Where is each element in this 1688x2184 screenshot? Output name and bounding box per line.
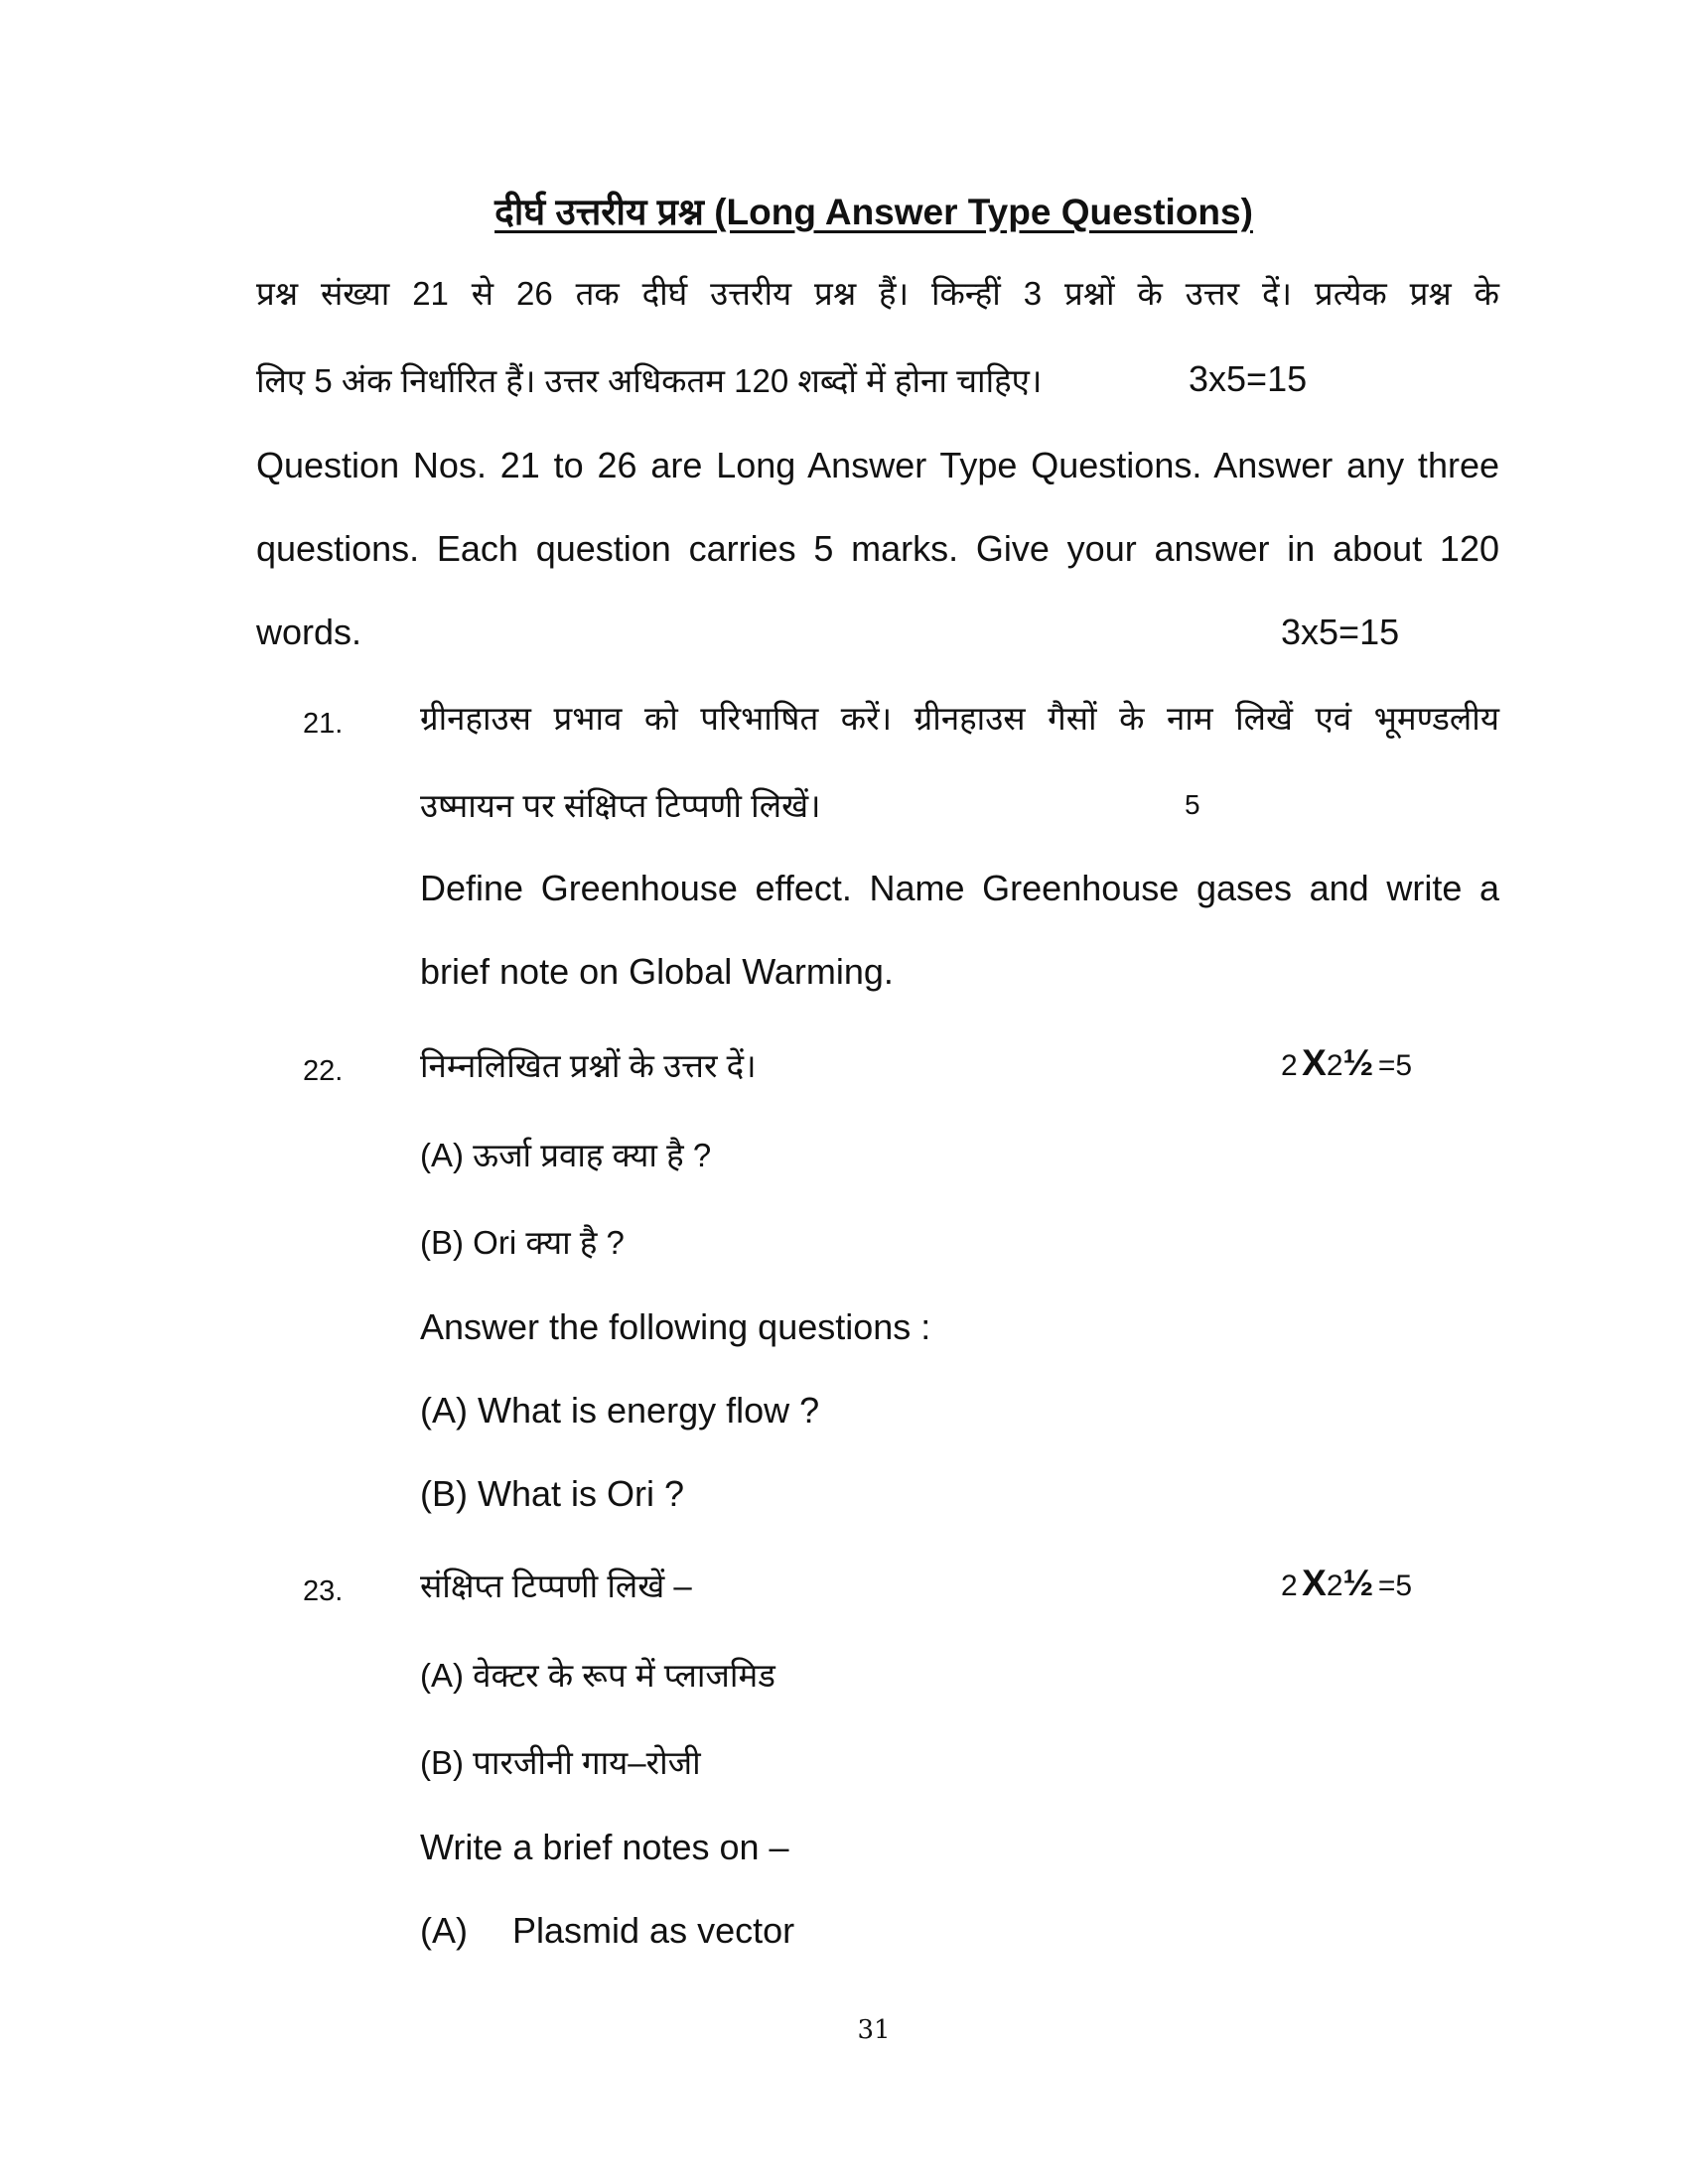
question-23-hindi-b: (B) पारजीनी गाय–रोजी [420,1744,701,1781]
question-23-english-prompt: Write a brief notes on – [420,1827,789,1867]
question-22-english-a: (A) What is energy flow ? [420,1390,820,1431]
question-21-hindi-line2: उष्मायन पर संक्षिप्त टिप्पणी लिखें। [420,787,821,824]
marks-count: 2 [1281,1570,1298,1602]
marks-count: 2 [1281,1049,1298,1082]
question-23-hindi-a: (A) वेक्टर के रूप में प्लाजमिड [420,1657,775,1694]
instructions-hindi-marks: 3x5=15 [1189,358,1308,399]
question-22-hindi-b: (B) Ori क्या है ? [420,1224,625,1261]
instructions-hindi-line1: प्रश्न संख्या 21 से 26 तक दीर्घ उत्तरीय प्रश्न हैं। किन्हीं 3 प्रश्नों के उत्तर दें। प्रत्येक प्रश्न के [256,275,1499,312]
instructions-english-line2: questions. Each question carries 5 marks. Give your answer in about 120 [256,528,1499,569]
question-23-hindi-prompt: संक्षिप्त टिप्पणी लिखें – [420,1568,692,1604]
marks-whole: 2 [1326,1049,1343,1082]
question-23-marks [1281,1563,1412,1604]
marks-multiply: X [1302,1042,1327,1083]
section-heading: दीर्घ उत्तरीय प्रश्न (Long Answer Type Questions) [494,192,1253,232]
question-22-hindi-prompt: निम्नलिखित प्रश्नों के उत्तर दें। [420,1047,757,1084]
marks-total: =5 [1377,1570,1413,1602]
instructions-hindi-line2: लिए 5 अंक निर्धारित हैं। उत्तर अधिकतम 120 शब्दों में होना चाहिए। [256,362,1043,399]
marks-half: ½ [1342,1042,1374,1083]
question-number: 23. [303,1575,344,1607]
marks-half: ½ [1342,1563,1374,1603]
instructions-english-line1: Question Nos. 21 to 26 are Long Answer Type Questions. Answer any three [256,445,1499,485]
marks-total: =5 [1377,1049,1413,1082]
question-number: 21. [303,708,344,740]
question-number: 22. [303,1055,344,1087]
question-22-hindi-a: (A) ऊर्जा प्रवाह क्या है ? [420,1137,712,1173]
question-23-english-a-label: (A) [420,1910,468,1951]
marks-multiply: X [1302,1563,1327,1603]
question-22-marks [1281,1042,1412,1084]
marks-whole: 2 [1326,1570,1343,1602]
question-21-english-line1: Define Greenhouse effect. Name Greenhouse gases and write a [420,868,1499,908]
question-21-english-line2: brief note on Global Warming. [420,951,894,992]
question-23-english-a-text: Plasmid as vector [512,1910,795,1951]
instructions-english-marks: 3x5=15 [1281,612,1400,652]
instructions-english-line3: words. [256,612,362,652]
page-number: 31 [857,2015,891,2045]
question-22-english-prompt: Answer the following questions : [420,1306,931,1347]
question-21-marks: 5 [1185,789,1200,820]
question-22-english-b: (B) What is Ori ? [420,1473,685,1514]
question-21-hindi-line1: ग्रीनहाउस प्रभाव को परिभाषित करें। ग्रीनहाउस गैसों के नाम लिखें एवं भूमण्डलीय [420,700,1499,737]
